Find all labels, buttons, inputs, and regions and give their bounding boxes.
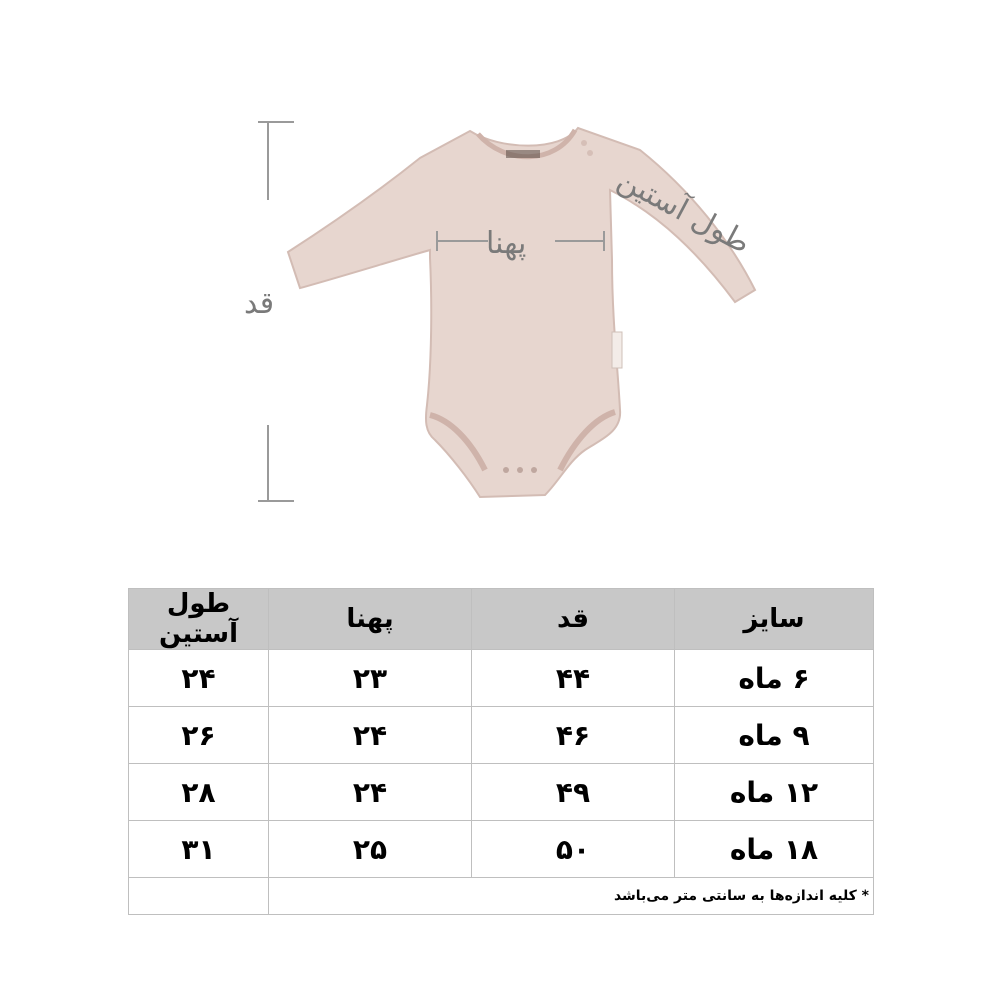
header-size: سایز [675, 589, 874, 650]
side-tag-icon [612, 332, 622, 368]
cell-width: ۲۴ [269, 764, 472, 821]
cell-sleeve-length: ۲۸ [129, 764, 269, 821]
note-row [129, 878, 874, 915]
cell-width: ۲۵ [269, 821, 472, 878]
header-width: پهنا [269, 589, 472, 650]
sleeve-length-label: طول آستین [611, 162, 757, 262]
cell-size: ۹ ماه [675, 707, 874, 764]
cell-height: ۴۹ [472, 764, 675, 821]
table-row [129, 764, 874, 821]
table-row [129, 707, 874, 764]
cell-size: ۱۲ ماه [675, 764, 874, 821]
table-row [129, 821, 874, 878]
cell-height: ۵۰ [472, 821, 675, 878]
cell-height: ۴۴ [472, 650, 675, 707]
cell-size: ۱۸ ماه [675, 821, 874, 878]
cell-sleeve-length: ۲۴ [129, 650, 269, 707]
neck-label-icon [506, 150, 540, 158]
cell-sleeve-length: ۳۱ [129, 821, 269, 878]
width-label: پهنا [486, 226, 527, 261]
table-header-row [129, 589, 874, 650]
cell-sleeve-length: ۲۶ [129, 707, 269, 764]
table-row [129, 650, 874, 707]
header-height: قد [472, 589, 675, 650]
cell-height: ۴۶ [472, 707, 675, 764]
size-chart-table [128, 588, 874, 915]
bodysuit-shape [288, 128, 755, 497]
cell-size: ۶ ماه [675, 650, 874, 707]
header-sleeve-length: طول آستین [129, 589, 269, 650]
cell-width: ۲۳ [269, 650, 472, 707]
cell-width: ۲۴ [269, 707, 472, 764]
height-label: قد [244, 286, 275, 321]
measurement-note: * کلیه اندازه‌ها به سانتی متر می‌باشد [269, 878, 874, 915]
note-empty-cell [129, 878, 269, 915]
